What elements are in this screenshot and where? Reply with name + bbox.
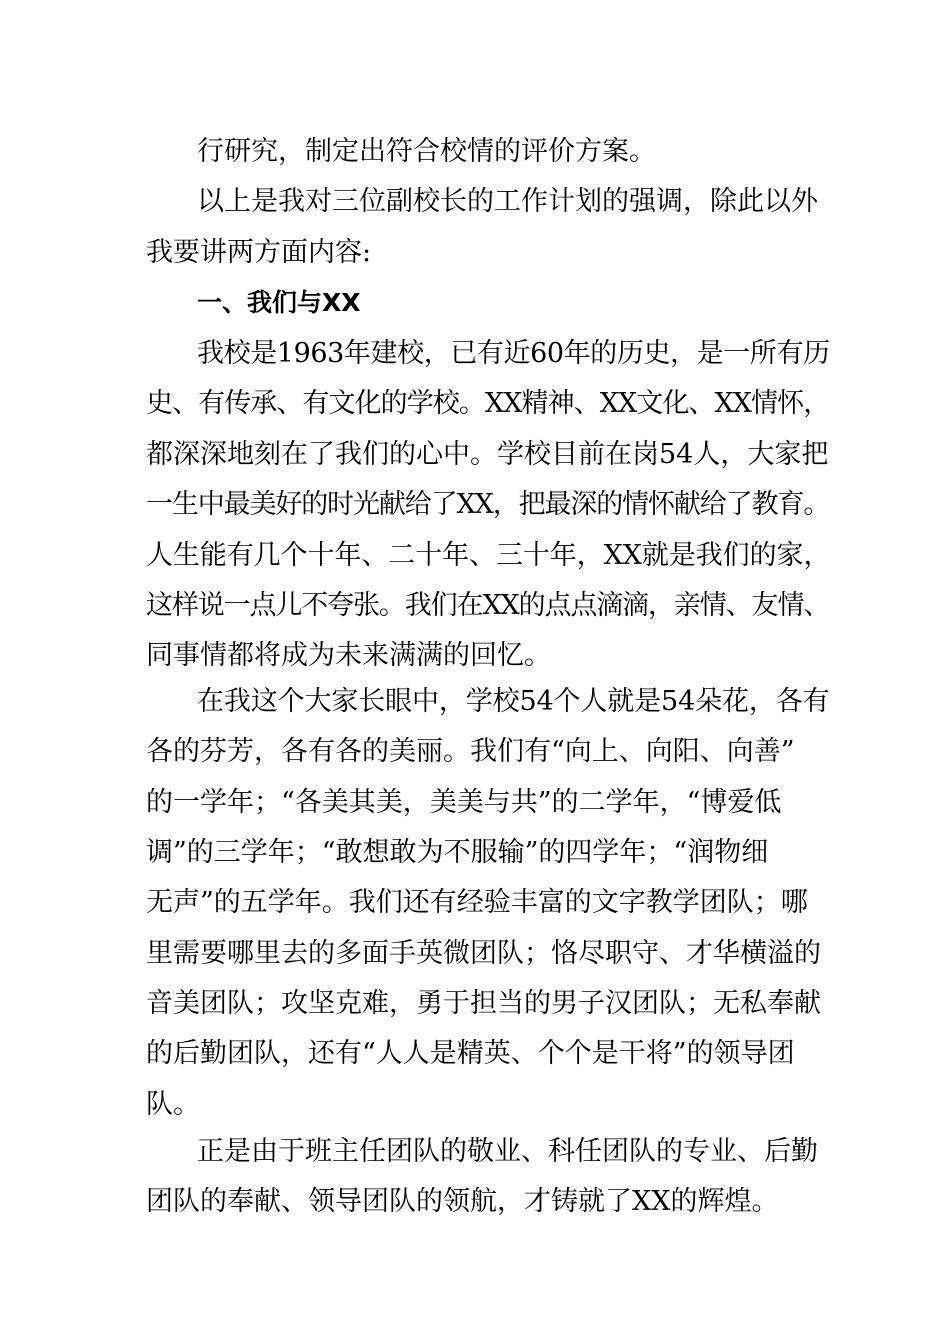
paragraph-line: 音美团队；攻坚克难，勇于担当的男子汉团队；无私奉献 bbox=[146, 988, 821, 1019]
section-heading: 一、我们与XX bbox=[197, 288, 361, 317]
paragraph-line: 以上是我对三位副校长的工作计划的强调，除此以外 bbox=[197, 186, 818, 217]
paragraph-line: 都深深地刻在了我们的心中。学校目前在岗54人，大家把 bbox=[146, 439, 829, 470]
paragraph-line: 的一学年；“各美其美，美美与共”的二学年，“博爱低 bbox=[146, 787, 782, 818]
paragraph-line: 里需要哪里去的多面手英微团队；恪尽职守、才华横溢的 bbox=[146, 938, 821, 969]
paragraph-line: 团队的奉献、领导团队的领航，才铸就了XX的辉煌。 bbox=[146, 1186, 779, 1217]
paragraph-line: 我校是1963年建校，已有近60年的历史，是一所有历 bbox=[197, 338, 830, 369]
paragraph-line: 一生中最美好的时光献给了XX，把最深的情怀献给了教育。 bbox=[146, 489, 830, 520]
paragraph-line: 同事情都将成为未来满满的回忆。 bbox=[146, 640, 551, 671]
paragraph-line: 无声”的五学年。我们还有经验丰富的文字教学团队；哪 bbox=[146, 887, 808, 918]
paragraph-line: 史、有传承、有文化的学校。XX精神、XX文化、XX情怀， bbox=[146, 388, 830, 419]
paragraph-line: 我要讲两方面内容: bbox=[146, 237, 372, 268]
paragraph-line: 的后勤团队，还有“人人是精英、个个是干将”的领导团 bbox=[146, 1038, 795, 1069]
paragraph-line: 在我这个大家长眼中，学校54个人就是54朵花，各有 bbox=[197, 686, 830, 717]
paragraph-line: 调”的三学年；“敢想敢为不服输”的四学年；“润物细 bbox=[146, 837, 769, 868]
paragraph-line: 行研究，制定出符合校情的评价方案。 bbox=[197, 136, 656, 167]
paragraph-line: 人生能有几个十年、二十年、三十年，XX就是我们的家， bbox=[146, 540, 831, 571]
paragraph-line: 队。 bbox=[146, 1089, 200, 1120]
paragraph-line: 各的芬芳，各有各的美丽。我们有“向上、向阳、向善” bbox=[146, 736, 795, 767]
paragraph-line: 正是由于班主任团队的敬业、科任团队的专业、后勤 bbox=[197, 1136, 818, 1167]
paragraph-line: 这样说一点儿不夸张。我们在XX的点点滴滴，亲情、友情、 bbox=[146, 590, 830, 621]
